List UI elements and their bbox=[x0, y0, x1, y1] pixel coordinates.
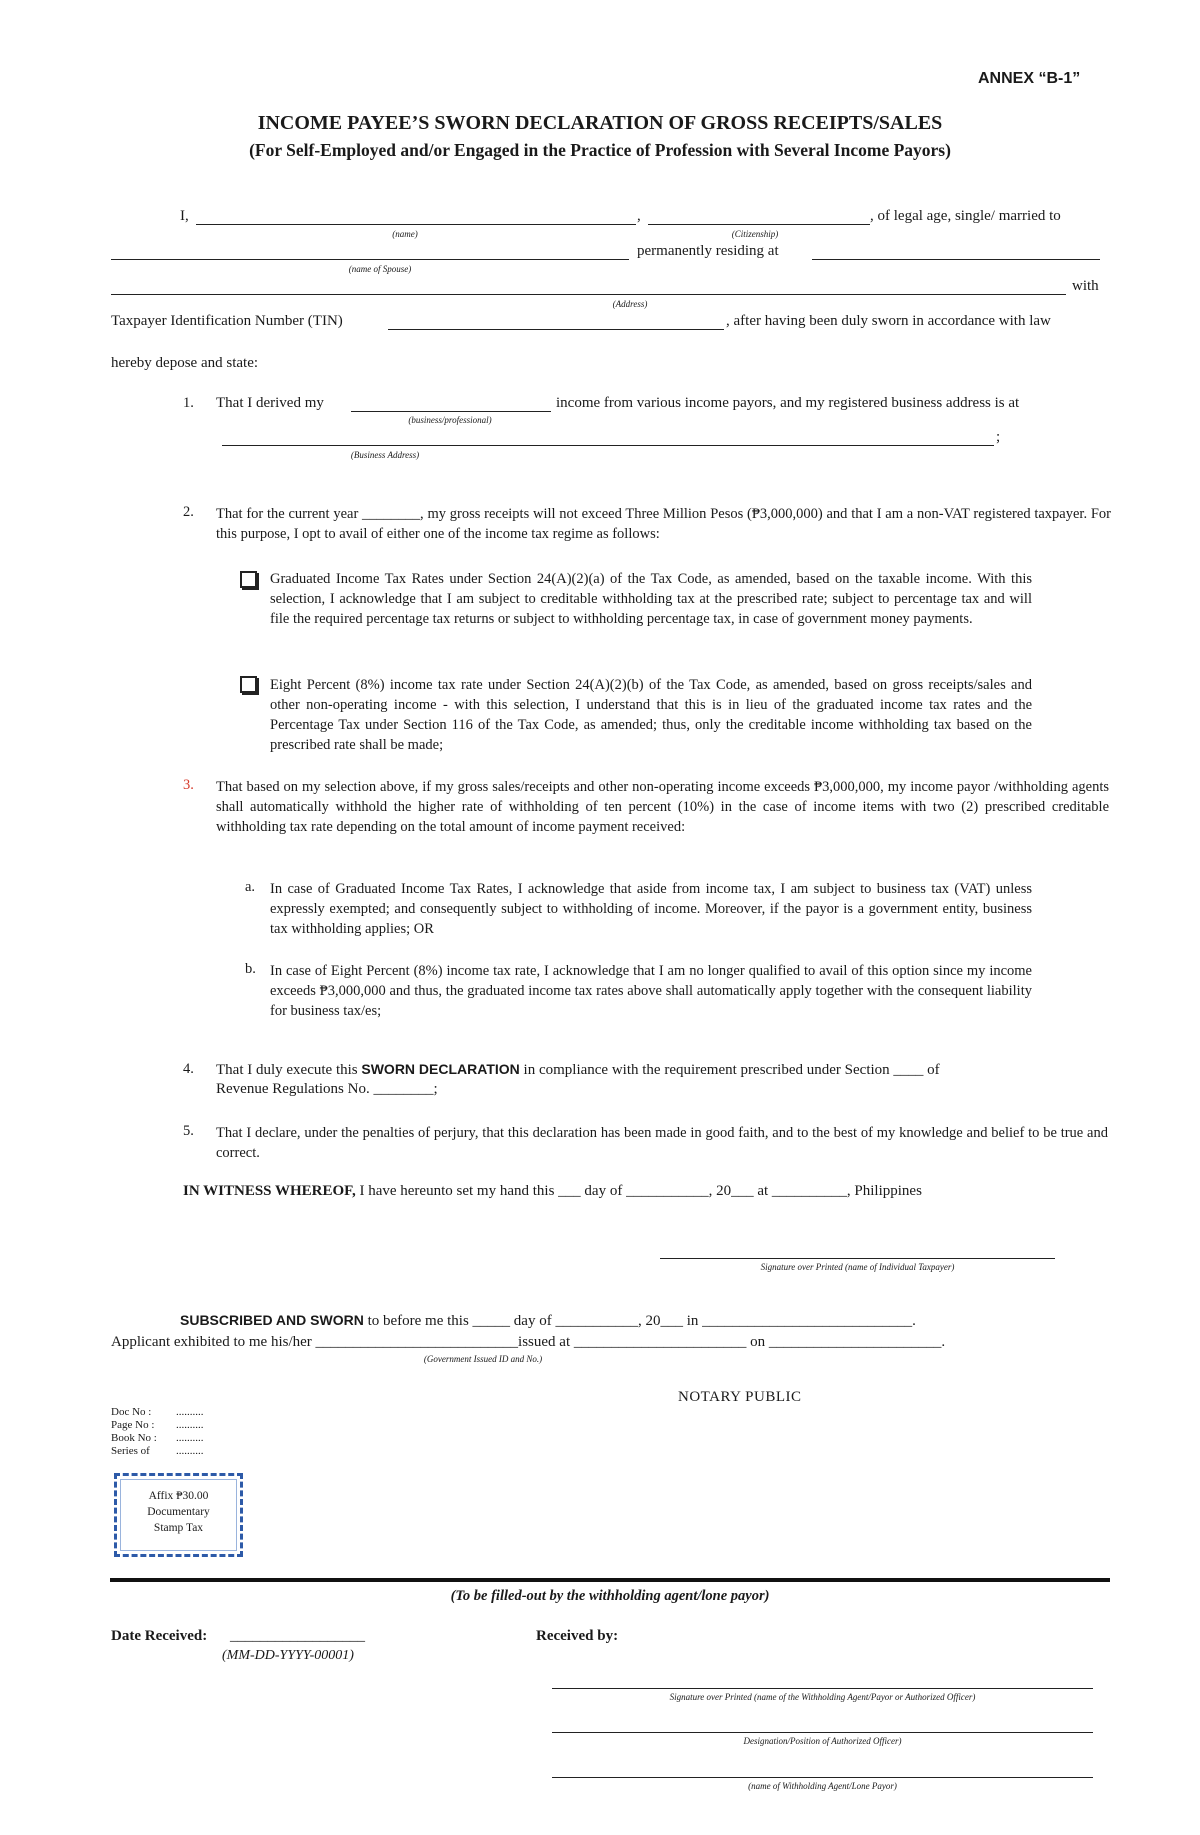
stamp-line-1: Affix ₱30.00 bbox=[148, 1490, 209, 1502]
caption-business-address: (Business Address) bbox=[350, 450, 420, 460]
witness-line bbox=[183, 1183, 922, 1200]
book-no-label: Book No : bbox=[111, 1432, 157, 1444]
date-received-label: Date Received: bbox=[111, 1628, 208, 1644]
jurat-text1: to before me this _____ day of ___________, 20___ in ____________________________. bbox=[367, 1313, 916, 1329]
payor-name-line[interactable] bbox=[552, 1777, 1093, 1778]
stamp-line-2: Documentary bbox=[147, 1506, 210, 1518]
item4-pre: That I duly execute this bbox=[216, 1062, 358, 1078]
item3-text: That based on my selection above, if my gross sales/receipts and other non-operating income exceeds ₱3,000,000, my income payor /withholding agents shall automatically withhold the higher rate of withholding of ten percent (10%) in the case of income items with two (2) prescribed creditable withholding tax rate depending on the total amount of income payment received: bbox=[216, 779, 1109, 835]
doc-no-label: Doc No : bbox=[111, 1406, 152, 1418]
form-title: INCOME PAYEE’S SWORN DECLARATION OF GROSS RECEIPTS/SALES bbox=[257, 112, 943, 134]
section-divider bbox=[110, 1578, 1110, 1582]
witness-bold: IN WITNESS WHEREOF, bbox=[183, 1183, 356, 1199]
item5-number: 5. bbox=[183, 1123, 194, 1139]
caption-government-id: (Government Issued ID and No.) bbox=[423, 1354, 543, 1364]
business-address-field[interactable] bbox=[222, 445, 994, 446]
item3-number: 3. bbox=[183, 777, 194, 793]
form-subtitle: (For Self-Employed and/or Engaged in the Practice of Profession with Several Income Payors) bbox=[249, 140, 951, 160]
caption-business-professional: (business/professional) bbox=[408, 415, 492, 425]
jurat-bold: SUBSCRIBED AND SWORN bbox=[180, 1312, 364, 1328]
item3b-text: In case of Eight Percent (8%) income tax rate, I acknowledge that I am no longer qualified to avail of this option since my income exceeds ₱3,000,000 and thus, the graduated income tax rates above shall automatically apply together with the consequent liability for business tax/es; bbox=[270, 963, 1032, 1019]
item4-number: 4. bbox=[183, 1061, 194, 1077]
caption-spouse: (name of Spouse) bbox=[348, 264, 412, 274]
caption-address: (Address) bbox=[612, 299, 648, 309]
address-field[interactable] bbox=[111, 294, 1066, 295]
item1-number: 1. bbox=[183, 395, 194, 411]
item3b-label: b. bbox=[245, 961, 256, 977]
notary-public-label: NOTARY PUBLIC bbox=[678, 1389, 802, 1405]
intro-residing: permanently residing at bbox=[637, 243, 779, 259]
income-kind-field[interactable] bbox=[351, 411, 551, 412]
documentary-stamp-box bbox=[114, 1473, 243, 1557]
name-field[interactable] bbox=[196, 224, 636, 225]
caption-taxpayer-signature: Signature over Printed (name of Individual Taxpayer) bbox=[760, 1262, 955, 1272]
spouse-field[interactable] bbox=[111, 259, 629, 260]
item1-post: income from various income payors, and my registered business address is at bbox=[556, 395, 1020, 411]
series-dots: .......... bbox=[176, 1445, 204, 1457]
intro-marital: , of legal age, single/ married to bbox=[870, 208, 1061, 224]
doc-no-dots: .......... bbox=[176, 1406, 204, 1418]
item3a-text: In case of Graduated Income Tax Rates, I acknowledge that aside from income tax, I am subject to business tax (VAT) unless expressly exempted; and consequently subject to withholding of income. Moreover, if the payor is a government entity, business tax withholding applies; OR bbox=[270, 881, 1032, 937]
item5-text: That I declare, under the penalties of perjury, that this declaration has been made in good faith, and to the best of my knowledge and belief to be true and correct. bbox=[216, 1125, 1108, 1161]
item4-bold: SWORN DECLARATION bbox=[361, 1061, 520, 1077]
tin-field[interactable] bbox=[388, 329, 724, 330]
taxpayer-signature-line[interactable] bbox=[660, 1258, 1055, 1259]
withholding-agent-heading: (To be filled-out by the withholding agent/lone payor) bbox=[450, 1588, 770, 1604]
designation-line[interactable] bbox=[552, 1732, 1093, 1733]
item1-pre: That I derived my bbox=[216, 395, 324, 411]
annex-label: ANNEX “B-1” bbox=[978, 70, 1081, 87]
agent-signature-line[interactable] bbox=[552, 1688, 1093, 1689]
residence-field[interactable] bbox=[812, 259, 1100, 260]
item4-post: in compliance with the requirement prescribed under Section ____ of bbox=[523, 1062, 940, 1078]
caption-designation: Designation/Position of Authorized Officer) bbox=[743, 1736, 902, 1746]
intro-tin-label: Taxpayer Identification Number (TIN) bbox=[111, 313, 343, 329]
date-received-field[interactable]: __________________ bbox=[230, 1628, 365, 1644]
intro-with: with bbox=[1072, 278, 1099, 294]
citizenship-field[interactable] bbox=[648, 224, 870, 225]
page-no-label: Page No : bbox=[111, 1419, 155, 1431]
jurat-line1 bbox=[180, 1312, 916, 1330]
item3a-label: a. bbox=[245, 879, 256, 895]
item4-line2: Revenue Regulations No. ________; bbox=[216, 1081, 438, 1097]
book-no-dots: .......... bbox=[176, 1432, 204, 1444]
jurat-text2: Applicant exhibited to me his/her ___________________________issued at _______________________ on _______________________. bbox=[111, 1334, 946, 1350]
page-no-dots: .......... bbox=[176, 1419, 204, 1431]
caption-payor-name: (name of Withholding Agent/Lone Payor) bbox=[748, 1781, 897, 1791]
checkbox-eight-percent[interactable] bbox=[240, 676, 257, 693]
caption-name: (name) bbox=[392, 229, 418, 239]
witness-text: I have hereunto set my hand this ___ day of ___________, 20___ at __________, Philippines bbox=[359, 1183, 922, 1199]
item4-line1 bbox=[216, 1061, 940, 1079]
option-eight-percent-text: Eight Percent (8%) income tax rate under Section 24(A)(2)(b) of the Tax Code, as amended, based on gross receipts/sales and other non-operating income - with this selection, I understand that this is in lieu of the graduated income tax rates and the Percentage Tax under Section 116 of the Tax Code, as amended; thus, only the creditable income withholding tax based on the prescribed rate shall be made; bbox=[270, 677, 1032, 753]
caption-citizenship: (Citizenship) bbox=[731, 229, 779, 239]
checkbox-graduated[interactable] bbox=[240, 571, 257, 588]
item2-text: That for the current year ________, my gross receipts will not exceed Three Million Pesos (₱3,000,000) and that I am a non-VAT registered taxpayer. For this purpose, I opt to avail of either one of the income tax regime as follows: bbox=[216, 506, 1111, 542]
date-format-hint: (MM-DD-YYYY-00001) bbox=[222, 1648, 354, 1663]
series-label: Series of bbox=[111, 1445, 150, 1457]
intro-sworn: , after having been duly sworn in accordance with law bbox=[726, 313, 1051, 329]
caption-agent-signature: Signature over Printed (name of the Withholding Agent/Payor or Authorized Officer) bbox=[669, 1692, 976, 1702]
intro-depose: hereby depose and state: bbox=[111, 355, 259, 371]
option-graduated-text: Graduated Income Tax Rates under Section 24(A)(2)(a) of the Tax Code, as amended, based on the taxable income. With this selection, I acknowledge that I am subject to creditable withholding tax at the prescribed rate; subject to percentage tax and will file the required percentage tax returns or subject to withholding percentage tax, in case of government money payments. bbox=[270, 571, 1032, 627]
item2-number: 2. bbox=[183, 504, 194, 520]
stamp-line-3: Stamp Tax bbox=[153, 1522, 204, 1534]
intro-i: I, bbox=[180, 208, 189, 224]
received-by-label: Received by: bbox=[536, 1628, 619, 1644]
